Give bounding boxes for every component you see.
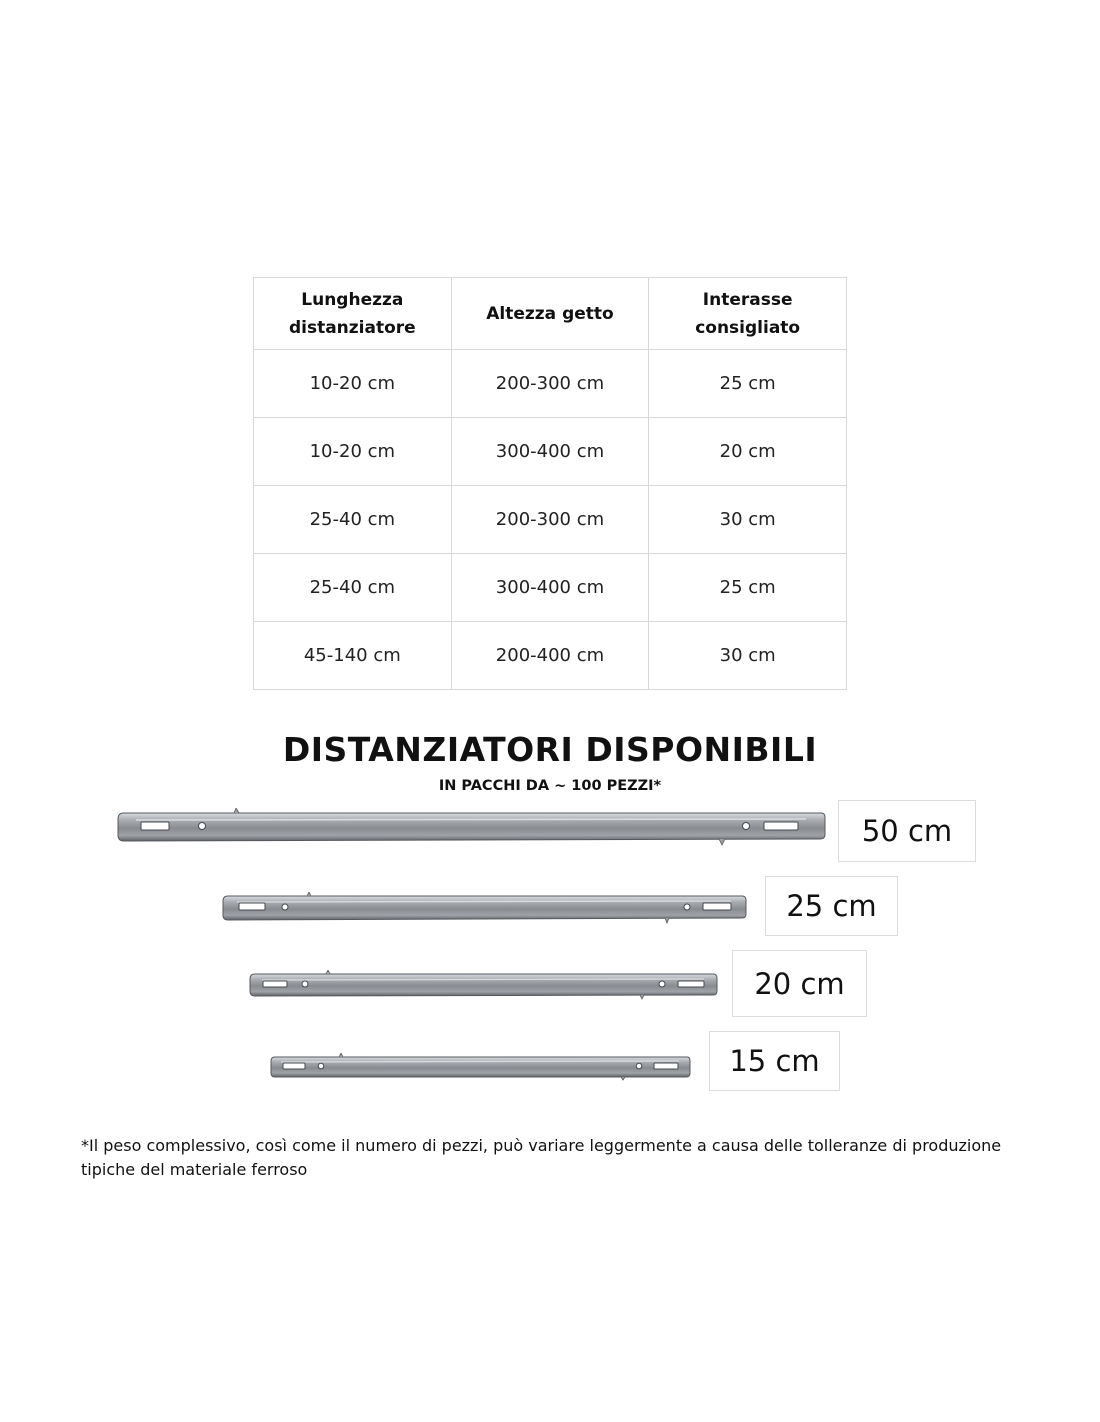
footnote: *Il peso complessivo, così come il numero di pezzi, può variare leggermente a causa delle tolleranze di produzione tipiche del materiale ferroso — [81, 1136, 1002, 1179]
cell-interasse: 20 cm — [649, 418, 847, 486]
cell-interasse: 30 cm — [649, 622, 847, 690]
cell-interasse: 25 cm — [649, 350, 847, 418]
cell-altezza: 300-400 cm — [451, 418, 649, 486]
cell-lunghezza: 10-20 cm — [254, 350, 452, 418]
cell-lunghezza: 25-40 cm — [254, 554, 452, 622]
header-altezza: Altezza getto — [451, 278, 649, 350]
spec-table — [253, 277, 847, 690]
cell-interasse: 25 cm — [649, 554, 847, 622]
cell-altezza: 200-300 cm — [451, 486, 649, 554]
spacer-bar-50-image — [116, 808, 826, 846]
table-row — [254, 554, 847, 622]
section-title: DISTANZIATORI DISPONIBILI — [282, 730, 818, 769]
spacer-size-label: 15 cm — [709, 1031, 840, 1091]
table-row — [254, 622, 847, 690]
spacer-size-label: 25 cm — [765, 876, 898, 936]
cell-lunghezza: 45-140 cm — [254, 622, 452, 690]
header-lunghezza: Lunghezza distanziatore — [254, 278, 452, 350]
table-header-row — [254, 278, 847, 350]
cell-altezza: 200-400 cm — [451, 622, 649, 690]
spacer-size-label: 50 cm — [838, 800, 976, 862]
cell-interasse: 30 cm — [649, 486, 847, 554]
spacer-bar-20-image — [248, 970, 720, 1000]
table-row — [254, 486, 847, 554]
section-subtitle: IN PACCHI DA ~ 100 PEZZI* — [438, 778, 662, 794]
header-interasse: Interasse consigliato — [649, 278, 847, 350]
cell-lunghezza: 25-40 cm — [254, 486, 452, 554]
table-row — [254, 418, 847, 486]
table-row — [254, 350, 847, 418]
spacer-bar-25-image — [221, 892, 749, 924]
spacer-bar-15-image — [269, 1053, 693, 1081]
cell-altezza: 300-400 cm — [451, 554, 649, 622]
cell-lunghezza: 10-20 cm — [254, 418, 452, 486]
cell-altezza: 200-300 cm — [451, 350, 649, 418]
spacer-size-label: 20 cm — [732, 950, 867, 1017]
